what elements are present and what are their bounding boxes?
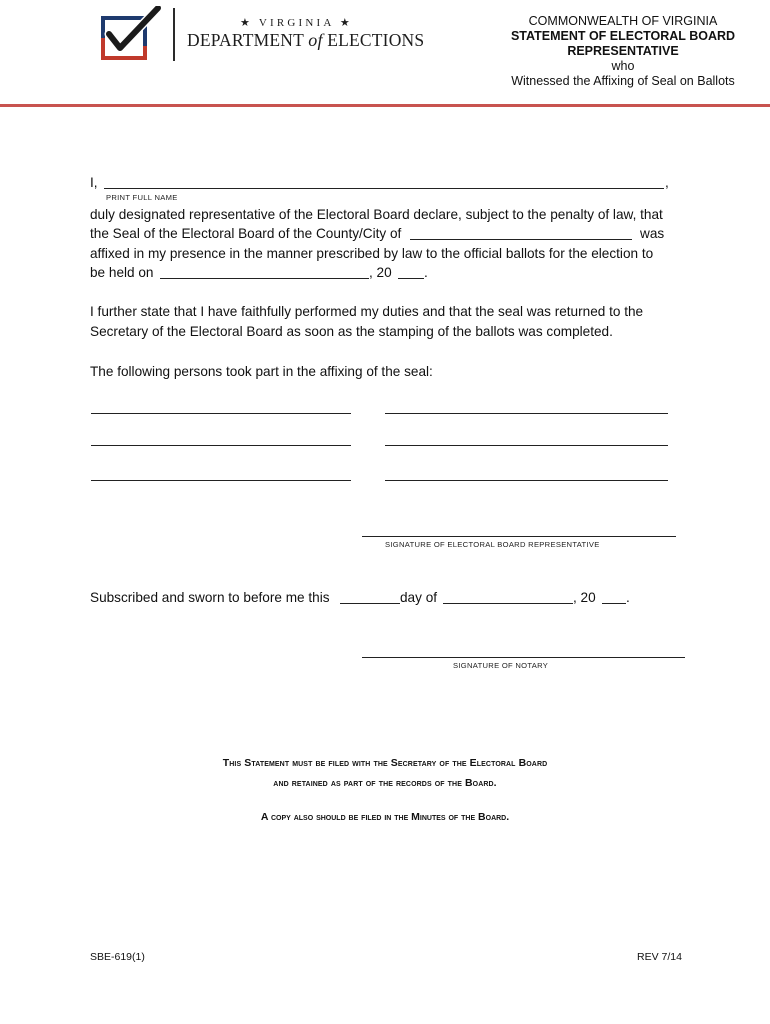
- logo-department-text: [187, 30, 424, 51]
- logo-divider: [173, 8, 175, 61]
- persons-intro: The following persons took part in the affixing of the seal:: [90, 364, 433, 379]
- form-number: SBE-619(1): [90, 951, 145, 963]
- declarant-prefix: I,: [90, 175, 98, 190]
- declaration-line-3: affixed in my presence in the manner prescribed by law to the official ballots for the election to: [90, 246, 654, 261]
- participant-field-2[interactable]: [385, 413, 668, 414]
- sworn-year-prefix: , 20: [573, 590, 596, 605]
- participant-field-5[interactable]: [91, 480, 351, 481]
- form-title-who: who: [611, 59, 635, 73]
- full-name-caption: PRINT FULL NAME: [106, 193, 178, 202]
- notary-signature-field[interactable]: [362, 657, 685, 658]
- virginia-elections-logo-icon: [100, 6, 164, 60]
- filing-notice-line-2: and retained as part of the records of the Board.: [273, 777, 497, 789]
- form-title-line-1: STATEMENT OF ELECTORAL BOARD: [510, 29, 736, 43]
- full-name-field[interactable]: [104, 188, 664, 189]
- form-title-block: [480, 14, 766, 89]
- logo-virginia-text: ★ VIRGINIA ★: [240, 17, 353, 29]
- declaration-line-2: [90, 224, 401, 244]
- filing-notice-line-1: This Statement must be filed with the Secretary of the Electoral Board: [222, 757, 548, 769]
- declaration-line-2-text: the Seal of the Electoral Board of the County/City of: [90, 226, 402, 241]
- election-year-prefix: , 20: [369, 265, 392, 280]
- representative-signature-caption: SIGNATURE OF ELECTORAL BOARD REPRESENTATIVE: [385, 540, 600, 549]
- sworn-month-field[interactable]: [443, 603, 573, 604]
- duties-line-1: I further state that I have faithfully performed my duties and that the seal was returned to the: [90, 304, 644, 319]
- sworn-period: .: [626, 590, 630, 605]
- form-title-line-2: REPRESENTATIVE: [567, 44, 679, 58]
- notary-signature-caption: SIGNATURE OF NOTARY: [453, 661, 549, 670]
- logo-dept-of: of: [308, 30, 323, 50]
- election-date-field[interactable]: [160, 278, 369, 279]
- declarant-suffix: ,: [665, 175, 669, 190]
- filing-notice: [90, 753, 680, 793]
- election-year-field[interactable]: [398, 278, 424, 279]
- representative-signature-field[interactable]: [362, 536, 676, 537]
- sworn-year-field[interactable]: [602, 603, 626, 604]
- participant-field-1[interactable]: [91, 413, 351, 414]
- county-city-field[interactable]: [410, 239, 632, 240]
- logo-dept-after: ELECTIONS: [322, 30, 425, 50]
- sworn-text-day-of: day of: [400, 590, 438, 605]
- sworn-text-start: Subscribed and sworn to before me this: [90, 590, 330, 605]
- form-revision: REV 7/14: [637, 951, 682, 963]
- duties-line-2: Secretary of the Electoral Board as soon as the stamping of the ballots was completed.: [90, 324, 613, 339]
- logo-dept-before: DEPARTMENT: [187, 30, 309, 50]
- commonwealth-line: COMMONWEALTH OF VIRGINIA: [528, 14, 718, 28]
- copy-notice: A copy also should be filed in the Minutes of the Board.: [260, 811, 510, 823]
- header-divider: [0, 104, 770, 107]
- participant-field-4[interactable]: [385, 445, 668, 446]
- declaration-was: was: [640, 226, 665, 241]
- participant-field-6[interactable]: [385, 480, 668, 481]
- participant-field-3[interactable]: [91, 445, 351, 446]
- election-year-period: .: [424, 265, 428, 280]
- declaration-line-1: duly designated representative of the Electoral Board declare, subject to the penalty of law, that: [90, 207, 663, 222]
- sworn-day-field[interactable]: [340, 603, 400, 604]
- declaration-line-4: be held on: [90, 265, 154, 280]
- form-subtitle: Witnessed the Affixing of Seal on Ballots: [511, 74, 735, 88]
